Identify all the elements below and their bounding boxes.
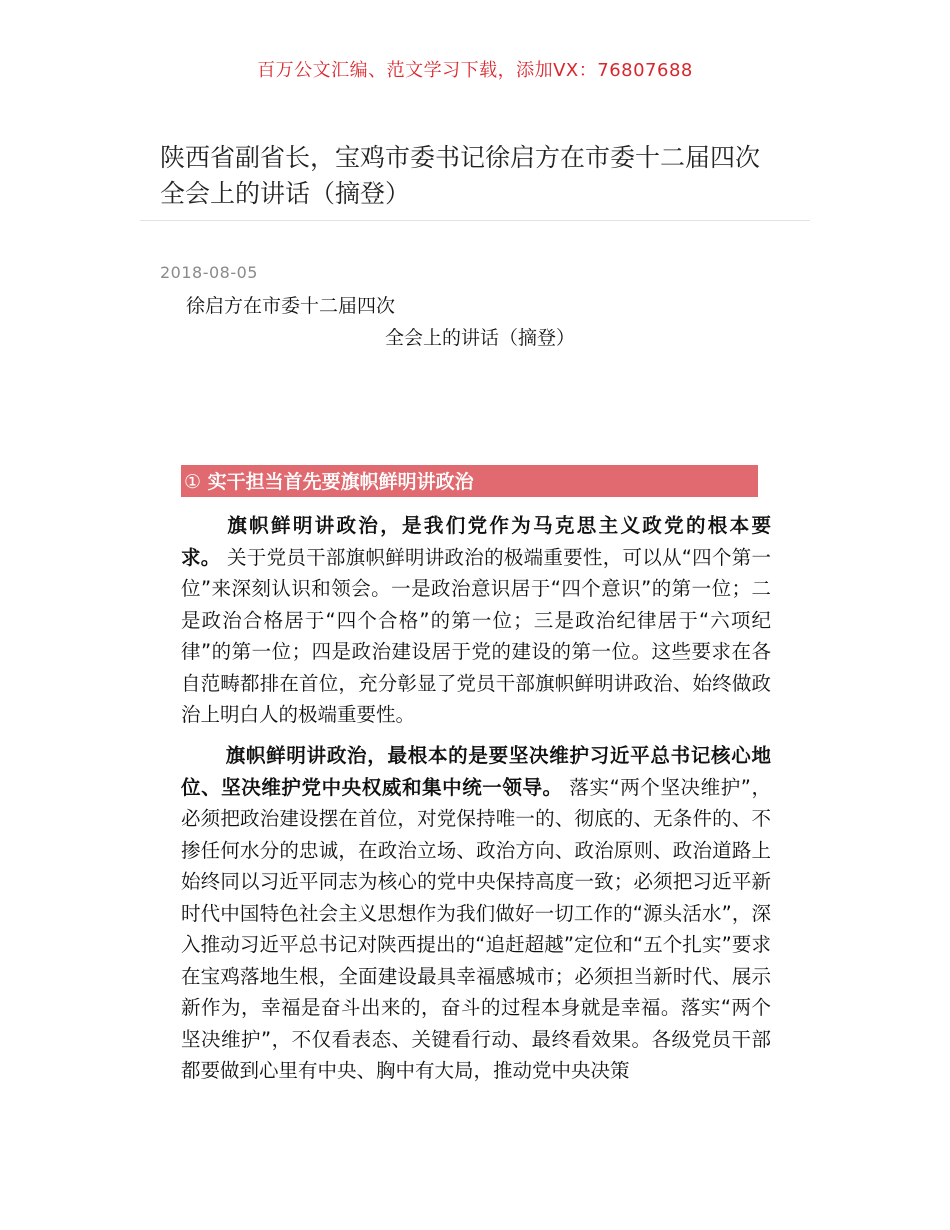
section-heading-bar (181, 465, 758, 497)
section-number: ① (184, 471, 202, 493)
publish-date: 2018-08-05 (160, 263, 258, 282)
paragraph-1-text: 关于党员干部旗帜鲜明讲政治的极端重要性，可以从“四个第一位”来深刻认识和领会。一是政治意识居于“四个意识”的第一位；二是政治合格居于“四个合格”的第一位；三是政治纪律居于“六项纪律”的第一位；四是政治建设居于党的建设的第一位。这些要求在各自范畴都排在首位，充分彰显了党员干部旗帜鲜明讲政治、始终做政治上明白人的极端重要性。 (181, 545, 771, 726)
section-heading: 实干担当首先要旗帜鲜明讲政治 (207, 471, 474, 493)
paragraph-2-text: 落实“两个坚决维护”，必须把政治建设摆在首位，对党保持唯一的、彻底的、无条件的、不掺任何水分的忠诚，在政治立场、政治方向、政治原则、政治道路上始终同以习近平同志为核心的党中央保持高度一致；必须把习近平新时代中国特色社会主义思想作为我们做好一切工作的“源头活水”，深入推动习近平总书记对陕西提出的“追赶超越”定位和“五个扎实”要求在宝鸡落地生根，全面建设最具幸福感城市；必须担当新时代、展示新作为，幸福是奋斗出来的，奋斗的过程本身就是幸福。落实“两个坚决维护”，不仅看表态、关键看行动、最终看效果。各级党员干部都要做到心里有中央、胸中有大局，推动党中央决策 (181, 775, 771, 1082)
paragraph-1 (181, 510, 771, 731)
paragraph-2-lead: 旗帜鲜明讲政治，最根本的是要坚决维护习近平总书记核心地位、坚决维护党中央权威和集中统一领导。 (181, 744, 771, 799)
watermark-banner: 百万公文汇编、范文学习下载，添加VX：76807688 (257, 60, 693, 81)
article-title-line1: 陕西省副省长，宝鸡市委书记徐启方在市委十二届四次 (160, 143, 761, 172)
article-title (160, 140, 800, 212)
paragraph-1-lead: 旗帜鲜明讲政治，是我们党作为马克思主义政党的根本要求。 (181, 514, 771, 569)
subtitle-line2: 全会上的讲话（摘登） (385, 327, 576, 349)
article-title-line2: 全会上的讲话（摘登） (160, 179, 411, 208)
title-divider (140, 220, 810, 221)
paragraph-2 (181, 740, 771, 1087)
subtitle-line1: 徐启方在市委十二届四次 (186, 295, 396, 317)
